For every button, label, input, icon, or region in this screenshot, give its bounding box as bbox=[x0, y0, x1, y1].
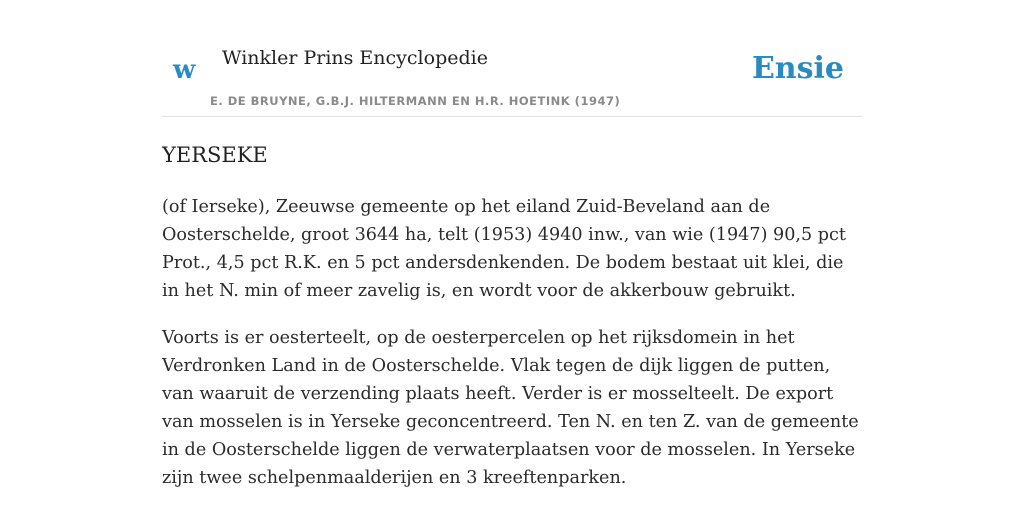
source-authors: E. DE BRUYNE, G.B.J. HILTERMANN EN H.R. HOETINK (1947) bbox=[210, 94, 621, 108]
article-paragraph: Voorts is er oesterteelt, op de oesterpercelen op het rijksdomein in het Verdronken Land in de Oosterschelde. Vlak tegen de dijk liggen de putten, van waaruit de verzending plaats heeft. Verder is er mosselteelt. De export van mosselen is in Yerseke geconcentreerd. Ten N. en ten Z. van de gemeente in de Oosterschelde liggen de verwaterplaatsen voor de mosselen. In Yerseke zijn twee schelpenmaalderijen en 3 kreeftenparken. bbox=[162, 328, 859, 488]
article-paragraph: (of Ierseke), Zeeuwse gemeente op het eiland Zuid-Beveland aan de Oosterschelde, groot 3644 ha, telt (1953) 4940 inw., van wie (1947) 90,5 pct Prot., 4,5 pct R.K. en 5 pct andersdenkenden. De bodem bestaat uit klei, die in het N. min of meer zavelig is, en wordt voor de akkerbouw gebruikt. bbox=[162, 197, 846, 301]
winkler-prins-logo[interactable]: w bbox=[173, 55, 196, 85]
ensie-logo-link[interactable]: Ensie bbox=[751, 51, 844, 86]
article bbox=[162, 140, 862, 492]
entry-title: YERSEKE bbox=[162, 143, 268, 167]
site-header bbox=[162, 0, 862, 117]
source-title-link[interactable]: Winkler Prins Encyclopedie bbox=[222, 47, 488, 69]
